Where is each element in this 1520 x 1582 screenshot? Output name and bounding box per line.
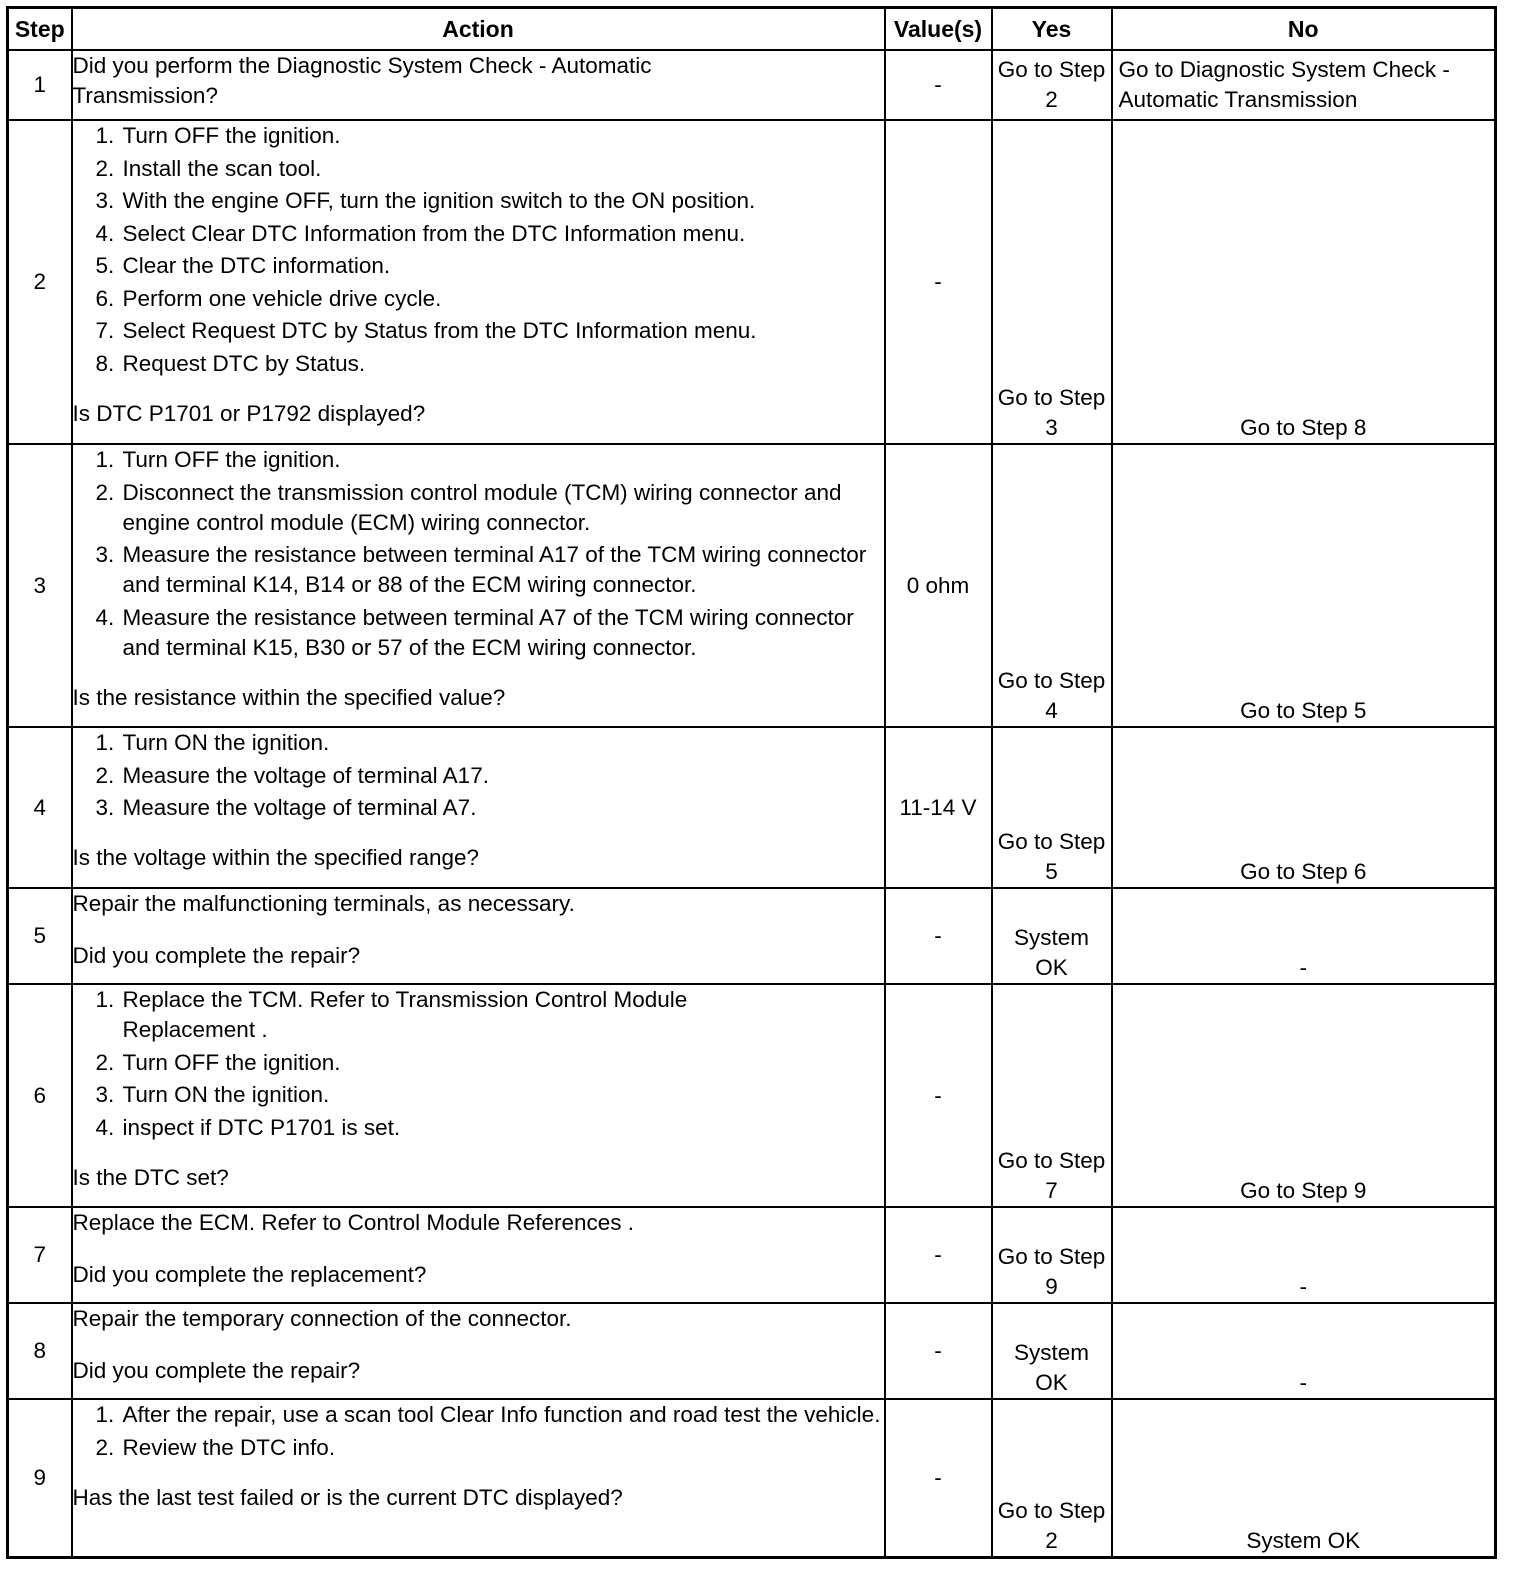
- list-item: 8. Request DTC by Status.: [121, 349, 884, 379]
- action-cell: [72, 50, 885, 120]
- question-text: Did you complete the repair?: [72, 1358, 361, 1383]
- step-number: 3: [8, 444, 72, 727]
- value-cell: -: [885, 120, 992, 444]
- list-item: 1. After the repair, use a scan tool Clear Info function and road test the vehicle.: [121, 1400, 884, 1430]
- value-cell: -: [885, 888, 992, 984]
- value-cell: -: [885, 50, 992, 120]
- yes-cell: [992, 1303, 1112, 1399]
- yes-cell: Go to Step 5: [992, 727, 1112, 888]
- question-text: Has the last test failed or is the current DTC displayed?: [72, 1484, 623, 1510]
- no-cell: -: [1112, 888, 1496, 984]
- value-cell: 11-14 V: [885, 727, 992, 888]
- action-cell: [72, 984, 885, 1207]
- list-item: 1. Turn ON the ignition.: [121, 728, 884, 758]
- step-number: 2: [8, 120, 72, 444]
- action-text: Repair the temporary connection of the connector.: [72, 1306, 572, 1331]
- list-item: 2. Review the DTC info.: [121, 1433, 884, 1463]
- table-row: [8, 888, 1496, 984]
- yes-cell: Go to Step 3: [992, 120, 1112, 444]
- header-row: [8, 8, 1496, 51]
- list-item: 4. Measure the resistance between terminal A7 of the TCM wiring connector and terminal K15, B30 or 57 of the ECM wiring connector.: [121, 603, 884, 663]
- list-item: 2. Measure the voltage of terminal A17.: [121, 761, 884, 791]
- question-text: Is DTC P1701 or P1792 displayed?: [72, 400, 426, 426]
- action-list: [73, 728, 884, 823]
- no-cell: Go to Step 5: [1112, 444, 1496, 727]
- action-list: [73, 445, 884, 663]
- header-action: Action: [72, 8, 885, 51]
- table-row: [8, 727, 1496, 888]
- step-number: 5: [8, 888, 72, 984]
- step-number: 7: [8, 1207, 72, 1303]
- table-row: [8, 984, 1496, 1207]
- diagnostic-table: [6, 6, 1497, 1559]
- yes-cell: Go to Step 4: [992, 444, 1112, 727]
- action-cell: [72, 120, 885, 444]
- question-text: Is the voltage within the specified range?: [72, 845, 480, 870]
- step-number: 8: [8, 1303, 72, 1399]
- list-item: 3. Measure the voltage of terminal A7.: [121, 793, 884, 823]
- yes-cell: Go to Step 9: [992, 1207, 1112, 1303]
- list-item: 2. Turn OFF the ignition.: [121, 1048, 801, 1078]
- action-text: Replace the ECM. Refer to Control Module References .: [72, 1210, 635, 1235]
- question-text: Is the resistance within the specified value?: [72, 684, 506, 710]
- yes-cell: Go to Step 2: [992, 50, 1112, 120]
- list-item: 3. Measure the resistance between terminal A17 of the TCM wiring connector and terminal K14, B14 or 88 of the ECM wiring connector.: [121, 540, 884, 600]
- table-row: [8, 120, 1496, 444]
- header-values: Value(s): [885, 8, 992, 51]
- no-cell: -: [1112, 1207, 1496, 1303]
- list-item: 7. Select Request DTC by Status from the DTC Information menu.: [121, 316, 884, 346]
- table-row: [8, 1399, 1496, 1557]
- question-text: Did you complete the replacement?: [72, 1262, 427, 1287]
- list-item: 1. Replace the TCM. Refer to Transmission Control Module Replacement .: [121, 985, 801, 1045]
- action-list: [73, 121, 884, 379]
- list-item: 3. Turn ON the ignition.: [121, 1080, 801, 1110]
- no-cell: System OK: [1112, 1399, 1496, 1557]
- step-number: 9: [8, 1399, 72, 1557]
- yes-cell: Go to Step 7: [992, 984, 1112, 1207]
- list-item: 5. Clear the DTC information.: [121, 251, 884, 281]
- action-cell: [72, 1303, 885, 1399]
- header-yes: Yes: [992, 8, 1112, 51]
- header-step: Step: [8, 8, 72, 51]
- yes-text: System OK: [1013, 1340, 1089, 1395]
- table-row: [8, 1303, 1496, 1399]
- value-cell: -: [885, 1303, 992, 1399]
- no-cell: -: [1112, 1303, 1496, 1399]
- list-item: 4. Select Clear DTC Information from the DTC Information menu.: [121, 219, 884, 249]
- question-text: Did you complete the repair?: [72, 943, 361, 968]
- action-cell: [72, 1399, 885, 1557]
- action-cell: [72, 888, 885, 984]
- action-list: [73, 1400, 884, 1463]
- yes-cell: [992, 888, 1112, 984]
- action-text: Did you perform the Diagnostic System Check - Automatic Transmission?: [72, 53, 652, 108]
- list-item: 1. Turn OFF the ignition.: [121, 445, 884, 475]
- action-text: Repair the malfunctioning terminals, as necessary.: [72, 891, 575, 916]
- list-item: 2. Install the scan tool.: [121, 154, 884, 184]
- list-item: 1. Turn OFF the ignition.: [121, 121, 884, 151]
- no-cell: Go to Step 6: [1112, 727, 1496, 888]
- no-cell: Go to Step 8: [1112, 120, 1496, 444]
- yes-text: System OK: [1013, 925, 1089, 980]
- header-no: No: [1112, 8, 1496, 51]
- question-text: Is the DTC set?: [72, 1164, 229, 1190]
- step-number: 4: [8, 727, 72, 888]
- table-row: [8, 50, 1496, 120]
- no-cell: Go to Diagnostic System Check - Automatic Transmission: [1112, 50, 1496, 120]
- list-item: 2. Disconnect the transmission control module (TCM) wiring connector and engine control module (ECM) wiring connector.: [121, 478, 884, 538]
- action-cell: [72, 1207, 885, 1303]
- action-list: [73, 985, 801, 1143]
- table-row: [8, 1207, 1496, 1303]
- list-item: 3. With the engine OFF, turn the ignition switch to the ON position.: [121, 186, 884, 216]
- action-cell: [72, 727, 885, 888]
- no-cell: Go to Step 9: [1112, 984, 1496, 1207]
- value-cell: 0 ohm: [885, 444, 992, 727]
- step-number: 1: [8, 50, 72, 120]
- list-item: 6. Perform one vehicle drive cycle.: [121, 284, 884, 314]
- list-item: 4. inspect if DTC P1701 is set.: [121, 1113, 801, 1143]
- value-cell: -: [885, 1399, 992, 1557]
- action-cell: [72, 444, 885, 727]
- value-cell: -: [885, 984, 992, 1207]
- yes-cell: Go to Step 2: [992, 1399, 1112, 1557]
- table-row: [8, 444, 1496, 727]
- step-number: 6: [8, 984, 72, 1207]
- value-cell: -: [885, 1207, 992, 1303]
